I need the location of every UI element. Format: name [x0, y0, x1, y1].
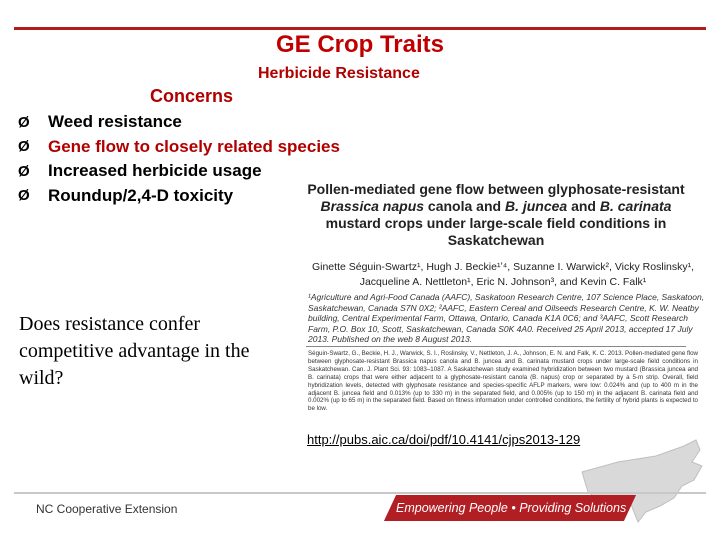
paper-divider [306, 346, 686, 347]
footer-organization: NC Cooperative Extension [36, 502, 178, 516]
arrow-bullet-icon: Ø [18, 113, 30, 131]
paper-title [290, 181, 702, 249]
authors-line: Jacqueline A. Nettleton¹, Eric N. Johnson³, and Kevin C. Falk¹ [359, 276, 647, 288]
concern-label: Roundup/2,4-D toxicity [48, 185, 234, 205]
arrow-bullet-icon: Ø [18, 138, 30, 156]
authors-line: Ginette Séguin-Swartz¹, Hugh J. Beckie¹ʼ⁴, Suzanne I. Warwick², Vicky Roslinsky¹, [311, 261, 695, 273]
paper-authors [308, 260, 698, 290]
concerns-heading: Concerns [150, 86, 234, 106]
question-text: Does resistance confer competitive advantage in the wild? [19, 313, 250, 389]
paper-title-species: Brassica napus [320, 198, 425, 214]
paper-title-text: and [567, 198, 600, 214]
slide-title: GE Crop Traits [275, 31, 445, 58]
paper-link[interactable]: http://pubs.aic.ca/doi/pdf/10.4141/cjps2013-129 [307, 432, 581, 447]
arrow-bullet-icon: Ø [18, 162, 30, 180]
list-item [18, 135, 340, 160]
paper-title-line: mustard crops under large-scale field conditions in Saskatchewan [325, 215, 667, 248]
footer-rule [14, 492, 706, 494]
paper-title-line: Pollen-mediated gene flow between glyphosate-resistant [307, 181, 685, 197]
paper-excerpt [290, 176, 710, 438]
concern-label: Gene flow to closely related species [48, 136, 340, 156]
header-rule [14, 27, 706, 30]
paper-abstract: Séguin-Swartz, G., Beckie, H. J., Warwick, S. I., Roslinsky, V., Nettleton, J. A., Johnson, E. N. and Falk, K. C. 2013. Pollen-mediated gene flow between glyphosate-resistant Brassica napus canola and B. juncea and B. carinata mustard crops under large-scale field conditions in Saskatchewan. Can. J. Plant Sci. 93: 1083–1087. A Saskatchewan study examined hybridization between two mustard (Brassica juncea and B. carinata) crops that were either adjacent to a glyphosate-resistant canola (B. napus) crop or separated by a 5-m strip. Overall, field hybridization levels, detected with glyphosate resistance and species-specific AFLP markers, were low: 0.024% and (up to 400 m in the adjacent B. juncea field and 0.013% (up to 330 m) in the separated field, and 0.005% (up to 150 m) in the adjacent B. carinata field and 0.002% (up to 65 m) in the separated field. Based on fitness information under controlled conditions, the fertility of hybrid plants is expected to be low. [308, 350, 698, 413]
paper-title-species: B. carinata [599, 198, 672, 214]
footer-tagline: Empowering People • Providing Solutions [396, 501, 627, 515]
concern-label: Weed resistance [48, 112, 182, 132]
slide-subtitle: Herbicide Resistance [258, 65, 420, 82]
list-item [18, 110, 340, 135]
concern-label: Increased herbicide usage [48, 161, 262, 181]
arrow-bullet-icon: Ø [18, 187, 30, 205]
paper-title-species: B. juncea [504, 198, 568, 214]
paper-title-text: canola and [424, 198, 505, 214]
paper-affiliations: ¹Agriculture and Agri-Food Canada (AAFC), Saskatoon Research Centre, 107 Science Place, Saskatoon, Saskatchewan, Canada S7N 0X2; ²AAFC, Eastern Cereal and Oilseeds Research Centre, K. W. Neatby building, Central Experimental Farm, Ottawa, Ontario, Canada K1A 0C6; and ³AAFC, Scott Research Farm, P.O. Box 10, Scott, Saskatchewan, Canada S0K 4A0. Received 25 April 2013, accepted 17 July 2013. Published on the web 8 August 2013. [308, 292, 705, 344]
